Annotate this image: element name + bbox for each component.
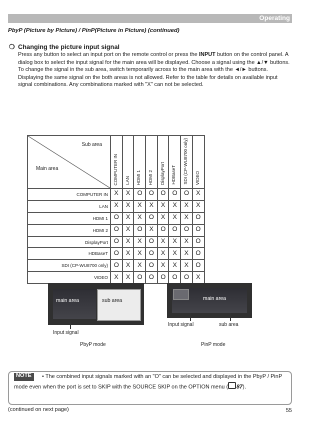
column-header: HDMI 1	[134, 136, 146, 189]
table-cell: O	[146, 189, 158, 201]
column-header: HDBaseT	[169, 136, 181, 189]
table-cell: X	[134, 260, 146, 272]
table-cell: X	[157, 260, 169, 272]
table-cell: O	[134, 189, 146, 201]
table-cell: O	[146, 248, 158, 260]
table-cell: X	[192, 272, 204, 284]
table-cell: O	[146, 272, 158, 284]
table-cell: X	[192, 189, 204, 201]
table-cell: X	[134, 236, 146, 248]
table-cell: X	[169, 200, 181, 212]
table-cell: X	[122, 248, 134, 260]
table-cell: X	[122, 200, 134, 212]
table-cell: X	[111, 272, 123, 284]
page-heading: PbyP (Picture by Picture) / PinP(Picture in Picture) (continued)	[8, 28, 180, 34]
column-header: SDI (CP-WU8700 only)	[181, 136, 193, 189]
column-header: COMPUTER IN	[111, 136, 123, 189]
note-label: NOTE	[16, 373, 32, 379]
row-header: DisplayPort	[28, 236, 111, 248]
table-cell: O	[146, 260, 158, 272]
page-number: 55	[285, 408, 292, 414]
table-row	[28, 248, 205, 260]
pinp-sub-caption: sub area	[219, 322, 239, 328]
row-header: HDBaseT	[28, 248, 111, 260]
table-cell: O	[169, 189, 181, 201]
table-cell: O	[192, 236, 204, 248]
table-cell: X	[134, 248, 146, 260]
column-header: DisplayPort	[157, 136, 169, 189]
table-cell: X	[134, 212, 146, 224]
table-cell: O	[157, 224, 169, 236]
table-cell: O	[181, 272, 193, 284]
book-icon	[228, 382, 236, 389]
table-cell: O	[111, 224, 123, 236]
pbyp-screen	[48, 283, 144, 325]
para2: Displaying the same signal on the both areas is not allowed. Refer to the table for details on available input signal combinations. Any combinations marked with "X" can not be selected.	[18, 74, 278, 89]
note-text	[14, 373, 286, 392]
row-header: VIDEO	[28, 272, 111, 284]
table-cell: O	[192, 212, 204, 224]
table-cell: X	[169, 248, 181, 260]
pbyp-sub-label: sub area	[102, 298, 123, 304]
table-cell: X	[181, 212, 193, 224]
pbyp-main-label: main area	[56, 298, 80, 304]
column-header: LAN	[122, 136, 134, 189]
table-cell: X	[181, 260, 193, 272]
table-cell: X	[157, 212, 169, 224]
note-text-a: • The combined input signals marked with an "O" can be selected and displayed in the PbyP / PinP mode even when the port is set to SKIP with the SOURCE SKIP on the OPTION menu (	[14, 374, 283, 391]
column-header: HDMI 2	[146, 136, 158, 189]
table-cell: X	[122, 212, 134, 224]
table-cell: X	[157, 236, 169, 248]
table-cell: O	[146, 236, 158, 248]
table-cell: O	[157, 189, 169, 201]
sub-heading	[9, 43, 120, 51]
table-cell: X	[122, 260, 134, 272]
table-cell: X	[181, 200, 193, 212]
table-cell: X	[169, 236, 181, 248]
table-cell: X	[111, 189, 123, 201]
table-cell: O	[169, 224, 181, 236]
table-cell: X	[122, 224, 134, 236]
table-cell: X	[157, 200, 169, 212]
section-title: Operating	[259, 15, 290, 22]
table-cell: X	[169, 260, 181, 272]
table-cell: O	[111, 212, 123, 224]
table-cell: X	[157, 248, 169, 260]
sub-heading-text: Changing the picture input signal	[18, 44, 120, 51]
table-cell: O	[192, 248, 204, 260]
table-cell: X	[169, 212, 181, 224]
table-row	[28, 200, 205, 212]
table-cell: O	[169, 272, 181, 284]
table-cell: O	[181, 189, 193, 201]
table-row	[28, 236, 205, 248]
pinp-sub-leader	[230, 313, 231, 321]
table-cell: O	[192, 224, 204, 236]
pbyp-caption: PbyP mode	[80, 342, 106, 348]
input-button-name: INPUT	[199, 52, 216, 58]
table-cell: O	[111, 260, 123, 272]
continued-text: (continued on next page)	[8, 407, 69, 413]
row-header: LAN	[28, 200, 111, 212]
row-header: HDMI 1	[28, 212, 111, 224]
table-cell: X	[134, 200, 146, 212]
table-row	[28, 260, 205, 272]
pbyp-main-area	[53, 289, 96, 319]
table-cell: X	[192, 200, 204, 212]
table-cell: O	[111, 236, 123, 248]
row-header: COMPUTER IN	[28, 189, 111, 201]
para1-c: button on the control panel. A dialog box to select the input signal for the main area will be displayed. Choose a signal using the ▲/▼ buttons. To change the signal in the sub area, switch temporarily across to the main area with the ◄/► buttons.	[18, 52, 290, 74]
table-row	[28, 212, 205, 224]
para1-a: Press any button to select an input port on the remote control or press the	[18, 52, 198, 58]
table-cell: O	[111, 248, 123, 260]
table-cell: X	[146, 224, 158, 236]
table-cell: X	[122, 189, 134, 201]
table-cell: X	[122, 236, 134, 248]
table-cell: O	[192, 260, 204, 272]
pinp-main-label: main area	[203, 296, 227, 302]
pbyp-input-caption: Input signal	[53, 330, 79, 336]
section-bar	[8, 14, 292, 23]
pinp-input-caption: Input signal	[168, 322, 194, 328]
table-cell: O	[181, 224, 193, 236]
table-cell: O	[146, 212, 158, 224]
pinp-input-leader	[190, 313, 191, 321]
table-cell: X	[181, 236, 193, 248]
table-cell: X	[111, 200, 123, 212]
row-header: SDI (CP-WU8700 only)	[28, 260, 111, 272]
column-header: VIDEO	[192, 136, 204, 189]
instructions	[18, 52, 290, 90]
table-row	[28, 189, 205, 201]
table-row	[28, 224, 205, 236]
input-combination-table	[27, 135, 205, 284]
pbyp-input-leader	[70, 321, 71, 329]
circle-bullet-icon: ❍	[9, 44, 15, 51]
table-cell: O	[134, 224, 146, 236]
table-cell: X	[146, 200, 158, 212]
table-row	[28, 272, 205, 284]
table-cell: X	[181, 248, 193, 260]
note-page-ref[interactable]: 87	[236, 384, 243, 391]
pinp-caption: PinP mode	[201, 342, 226, 348]
table-cell: O	[157, 272, 169, 284]
row-header: HDMI 2	[28, 224, 111, 236]
table-cell: X	[122, 272, 134, 284]
table-corner	[28, 136, 111, 189]
table-cell: O	[134, 272, 146, 284]
note-text-b: ).	[242, 384, 246, 391]
pinp-sub-area	[173, 289, 189, 300]
pbyp-sub-area	[97, 289, 141, 321]
main-area-header: Main area	[36, 166, 59, 172]
sub-area-header: Sub area	[81, 142, 102, 148]
